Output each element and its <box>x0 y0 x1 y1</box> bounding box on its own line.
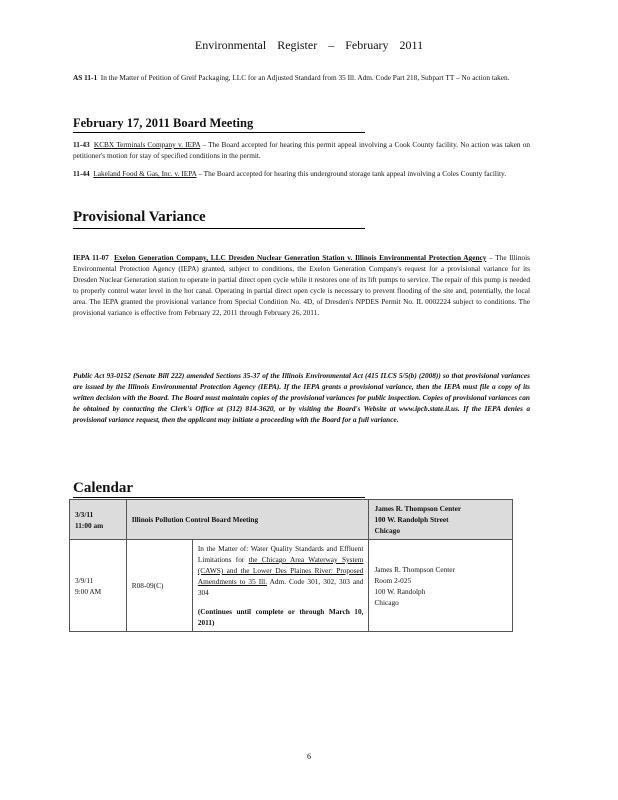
calendar-date-cell <box>70 500 127 540</box>
location-line: Room 2-025 <box>374 575 412 585</box>
public-act-note: Public Act 93-0152 (Senate Bill 222) amended Sections 35-37 of the Illinois Environmental Act (415 ILCS 5/5(b) (2008)) so that provisional variances are issued by the Illinois Environmental Protection Agency (IEPA). If the IEPA grants a provisional variance, then the IEPA must file a copy of its written decision with the Board. The Board must maintain copies of the provisional variances for public inspection. Copies of provisional variances can be obtained by contacting the Clerk's Office at (312) 814-3620, or by visiting the Board's Website at www.ipcb.state.il.us. If the IEPA denies a provisional variance request, then the applicant may initiate a proceeding with the Board for a full variance. <box>73 371 530 424</box>
location-line: James R. Thompson Center <box>374 504 462 513</box>
description-continues: (Continues until complete or through March 10, 2011) <box>197 607 364 627</box>
calendar-row <box>70 500 513 540</box>
location-line: 100 W. Randolph <box>374 586 426 596</box>
location-line: James R. Thompson Center <box>374 564 455 574</box>
calendar-date: 3/9/11 <box>75 575 94 585</box>
board-item <box>73 139 530 161</box>
board-item <box>73 168 530 179</box>
provisional-case <box>73 252 530 318</box>
calendar-location-cell <box>369 500 513 540</box>
board-item-id: 11-44 <box>73 169 90 178</box>
calendar-table <box>69 499 513 632</box>
location-line: Chicago <box>374 597 399 607</box>
as-item-id: AS 11-1 <box>73 73 98 82</box>
calendar-location-cell <box>369 540 513 632</box>
board-item-case: Lakeland Food & Gas, Inc. v. IEPA <box>93 169 197 178</box>
page-number: 6 <box>307 752 311 761</box>
calendar-date: 3/3/11 <box>75 509 94 519</box>
heading-rule <box>73 228 365 229</box>
as-item <box>73 72 530 83</box>
location-line: Chicago <box>374 526 400 535</box>
page-header: Environmental Register – February 2011 <box>194 38 424 52</box>
board-item-case: KCBX Terminals Company v. IEPA <box>93 140 201 149</box>
provisional-case-text: – The Illinois Environmental Protection Agency (IEPA) granted, subject to conditions, the Exelon Generation Company's request for a provisional variance for its Dresden Nuclear Generation station to operate in partial direct open cycle while it restores one of its lift pumps to service. The repair of this pump is needed to properly control water level in the hot canal. Operating in partial direct open cycle is necessary to prevent flooding of the site and, potentially, the local area. The IEPA granted the provisional variance from Special Condition No. 4D, of Dresden's NPDES Permit No. IL 0002224 subject to conditions. The provisional variance is effective from February 22, 2011 through February 26, 2011. <box>73 253 530 317</box>
heading-rule <box>73 132 365 133</box>
calendar-date-cell <box>70 540 127 632</box>
calendar-time: 9:00 AM <box>75 586 102 596</box>
provisional-case-title: Exelon Generation Company, LLC Dresden Nuclear Generation Station v. Illinois Environmental Protection Agency <box>114 253 487 262</box>
location-line: 100 W. Randolph Street <box>374 515 449 524</box>
board-item-text: – The Board accepted for hearing this permit appeal involving a Cook County facility. No action was taken on petitioner's motion for stay of specified conditions in the permit. <box>73 140 530 160</box>
board-meeting-heading: February 17, 2011 Board Meeting <box>73 116 254 130</box>
heading-rule <box>73 497 365 498</box>
provisional-variance-heading: Provisional Variance <box>73 209 206 225</box>
calendar-description <box>192 540 369 632</box>
provisional-case-id: IEPA 11-07 <box>73 253 109 262</box>
calendar-heading: Calendar <box>73 480 133 496</box>
calendar-docket: R08-09(C) <box>126 540 192 632</box>
calendar-time: 11:00 am <box>75 520 104 530</box>
calendar-event: Illinois Pollution Control Board Meeting <box>126 500 369 540</box>
board-item-text: – The Board accepted for hearing this underground storage tank appeal involving a Coles County facility. <box>198 169 507 178</box>
description-underlined: the Chicago Area Waterway System (CAWS) and the Lower Des Plaines River: Proposed Amendments to 35 Ill. <box>197 555 364 586</box>
description-text: In the Matter of: Water Quality Standards and Effluent Limitations for <box>197 544 364 564</box>
board-item-id: 11-43 <box>73 140 90 149</box>
calendar-row <box>70 540 513 632</box>
as-item-text: In the Matter of Petition of Greif Packaging, LLC for an Adjusted Standard from 35 Ill. Adm. Code Part 218, Subpart TT – No action taken. <box>100 73 510 82</box>
description-end: Adm. Code 301, 302, 303 and 304 <box>197 577 364 597</box>
